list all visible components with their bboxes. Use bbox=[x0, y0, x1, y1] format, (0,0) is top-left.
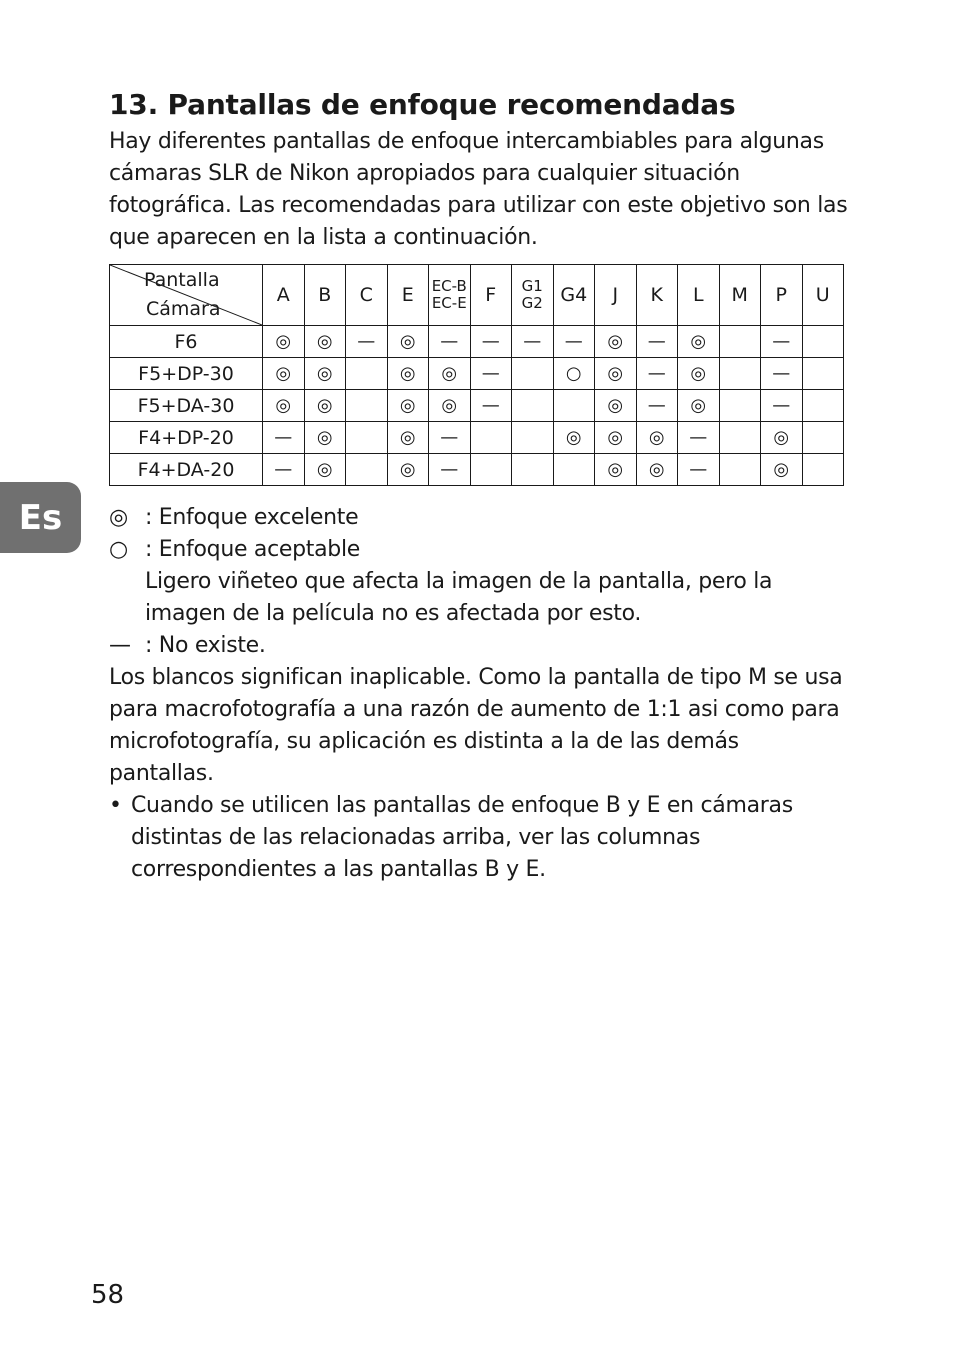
corner-label-camera: Cámara bbox=[146, 298, 221, 320]
rating-cell: ◎ bbox=[636, 422, 678, 454]
column-header-part: G1 bbox=[521, 277, 543, 295]
rating-cell: ◎ bbox=[678, 358, 720, 390]
rating-cell: — bbox=[636, 326, 678, 358]
rating-cell: — bbox=[470, 390, 512, 422]
table-row bbox=[110, 454, 844, 486]
rating-cell: — bbox=[429, 326, 471, 358]
rating-cell bbox=[802, 422, 844, 454]
legend bbox=[109, 502, 849, 886]
rating-cell: — bbox=[553, 326, 595, 358]
rating-cell: ◎ bbox=[304, 326, 346, 358]
legend-excellent-text: : Enfoque excelente bbox=[145, 505, 359, 530]
table-row bbox=[110, 422, 844, 454]
rating-cell: ◎ bbox=[387, 390, 429, 422]
rating-cell bbox=[719, 326, 761, 358]
rating-cell bbox=[553, 390, 595, 422]
column-header: L bbox=[678, 265, 720, 326]
table-header-row bbox=[110, 265, 844, 326]
blanks-note: Los blancos significan inaplicable. Como la pantalla de tipo M se usa para macrofotografía a una razón de aumento de 1:1 asi como para microfotografía, su aplicación es distinta a la de las demás pantallas. bbox=[109, 665, 843, 786]
rating-cell bbox=[719, 422, 761, 454]
legend-none bbox=[109, 630, 849, 662]
rating-cell: — bbox=[678, 422, 720, 454]
corner-label-screen: Pantalla bbox=[144, 269, 220, 291]
column-header: K bbox=[636, 265, 678, 326]
rating-cell: ◎ bbox=[595, 390, 637, 422]
rating-cell bbox=[346, 358, 388, 390]
column-header: F bbox=[470, 265, 512, 326]
camera-cell: F4+DP-20 bbox=[110, 422, 263, 454]
table-corner-header bbox=[110, 265, 263, 326]
rating-cell: ◎ bbox=[761, 454, 803, 486]
column-header: B bbox=[304, 265, 346, 326]
legend-acceptable-text: : Enfoque aceptable bbox=[145, 537, 360, 562]
rating-cell: — bbox=[512, 326, 554, 358]
legend-acceptable-note: Ligero viñeteo que afecta la imagen de la pantalla, pero la imagen de la película no es afectada por esto. bbox=[145, 569, 773, 626]
rating-cell: — bbox=[429, 422, 471, 454]
page-number: 58 bbox=[91, 1280, 125, 1310]
rating-cell bbox=[802, 358, 844, 390]
rating-cell: — bbox=[470, 358, 512, 390]
rating-cell: ◎ bbox=[595, 358, 637, 390]
language-tab: Es bbox=[0, 482, 81, 553]
rating-cell bbox=[802, 390, 844, 422]
column-header-part: EC-E bbox=[431, 294, 467, 312]
rating-cell: — bbox=[636, 390, 678, 422]
rating-cell: ◎ bbox=[678, 326, 720, 358]
rating-cell: ◎ bbox=[263, 358, 305, 390]
rating-cell bbox=[719, 358, 761, 390]
column-header: G4 bbox=[553, 265, 595, 326]
rating-cell: ◎ bbox=[387, 326, 429, 358]
intro-paragraph: Hay diferentes pantallas de enfoque intercambiables para algunas cámaras SLR de Nikon apropiados para cualquier situación fotográfica. Las recomendadas para utilizar con este objetivo son las que aparecen en la lista a continuación. bbox=[109, 129, 848, 250]
column-header: U bbox=[802, 265, 844, 326]
camera-cell: F5+DA-30 bbox=[110, 390, 263, 422]
rating-cell bbox=[512, 422, 554, 454]
rating-cell: ◎ bbox=[595, 454, 637, 486]
rating-cell: — bbox=[470, 326, 512, 358]
rating-cell: ◎ bbox=[429, 390, 471, 422]
rating-cell: ◎ bbox=[595, 326, 637, 358]
rating-cell bbox=[512, 454, 554, 486]
rating-cell: ◎ bbox=[553, 422, 595, 454]
legend-excellent bbox=[109, 502, 849, 534]
rating-cell bbox=[719, 454, 761, 486]
rating-cell: ◎ bbox=[304, 454, 346, 486]
column-header: M bbox=[719, 265, 761, 326]
rating-cell bbox=[512, 358, 554, 390]
rating-cell: — bbox=[761, 358, 803, 390]
circle-icon: ○ bbox=[109, 537, 128, 562]
rating-cell: ◎ bbox=[387, 454, 429, 486]
double-circle-icon: ◎ bbox=[109, 505, 128, 530]
column-header bbox=[429, 265, 471, 326]
rating-cell bbox=[802, 454, 844, 486]
rating-cell: — bbox=[636, 358, 678, 390]
rating-cell: ◎ bbox=[304, 358, 346, 390]
rating-cell: — bbox=[761, 326, 803, 358]
column-header: C bbox=[346, 265, 388, 326]
table-row bbox=[110, 326, 844, 358]
rating-cell: ◎ bbox=[304, 390, 346, 422]
rating-cell: — bbox=[761, 390, 803, 422]
rating-cell: ◎ bbox=[678, 390, 720, 422]
rating-cell: — bbox=[263, 454, 305, 486]
rating-cell bbox=[346, 422, 388, 454]
legend-none-text: : No existe. bbox=[145, 633, 266, 658]
camera-cell: F5+DP-30 bbox=[110, 358, 263, 390]
rating-cell: — bbox=[263, 422, 305, 454]
rating-cell: ◎ bbox=[387, 422, 429, 454]
legend-acceptable bbox=[109, 534, 849, 566]
rating-cell: — bbox=[429, 454, 471, 486]
rating-cell: ◎ bbox=[263, 390, 305, 422]
rating-cell: ◎ bbox=[263, 326, 305, 358]
table-row bbox=[110, 358, 844, 390]
column-header-part: G2 bbox=[521, 294, 543, 312]
rating-cell bbox=[470, 422, 512, 454]
bullet-text: Cuando se utilicen las pantallas de enfoque B y E en cámaras distintas de las relacionadas arriba, ver las columnas correspondientes a las pantallas B y E. bbox=[131, 793, 793, 882]
focusing-screens-table bbox=[109, 264, 844, 486]
rating-cell: — bbox=[346, 326, 388, 358]
rating-cell: ○ bbox=[553, 358, 595, 390]
rating-cell bbox=[719, 390, 761, 422]
column-header: P bbox=[761, 265, 803, 326]
camera-cell: F6 bbox=[110, 326, 263, 358]
bullet-item bbox=[109, 790, 849, 886]
rating-cell bbox=[470, 454, 512, 486]
table-row bbox=[110, 390, 844, 422]
column-header bbox=[512, 265, 554, 326]
rating-cell: ◎ bbox=[595, 422, 637, 454]
rating-cell bbox=[346, 454, 388, 486]
rating-cell: ◎ bbox=[761, 422, 803, 454]
rating-cell: — bbox=[678, 454, 720, 486]
rating-cell: ◎ bbox=[429, 358, 471, 390]
page-title: 13. Pantallas de enfoque recomendadas bbox=[109, 88, 736, 121]
rating-cell: ◎ bbox=[387, 358, 429, 390]
column-header-part: EC-B bbox=[431, 277, 467, 295]
bullet-icon: • bbox=[109, 793, 122, 818]
camera-cell: F4+DA-20 bbox=[110, 454, 263, 486]
rating-cell: ◎ bbox=[636, 454, 678, 486]
table-body bbox=[110, 326, 844, 486]
rating-cell bbox=[553, 454, 595, 486]
column-header: E bbox=[387, 265, 429, 326]
column-header: J bbox=[595, 265, 637, 326]
rating-cell: ◎ bbox=[304, 422, 346, 454]
rating-cell bbox=[802, 326, 844, 358]
rating-cell bbox=[512, 390, 554, 422]
column-header: A bbox=[263, 265, 305, 326]
dash-icon: — bbox=[109, 633, 131, 658]
rating-cell bbox=[346, 390, 388, 422]
